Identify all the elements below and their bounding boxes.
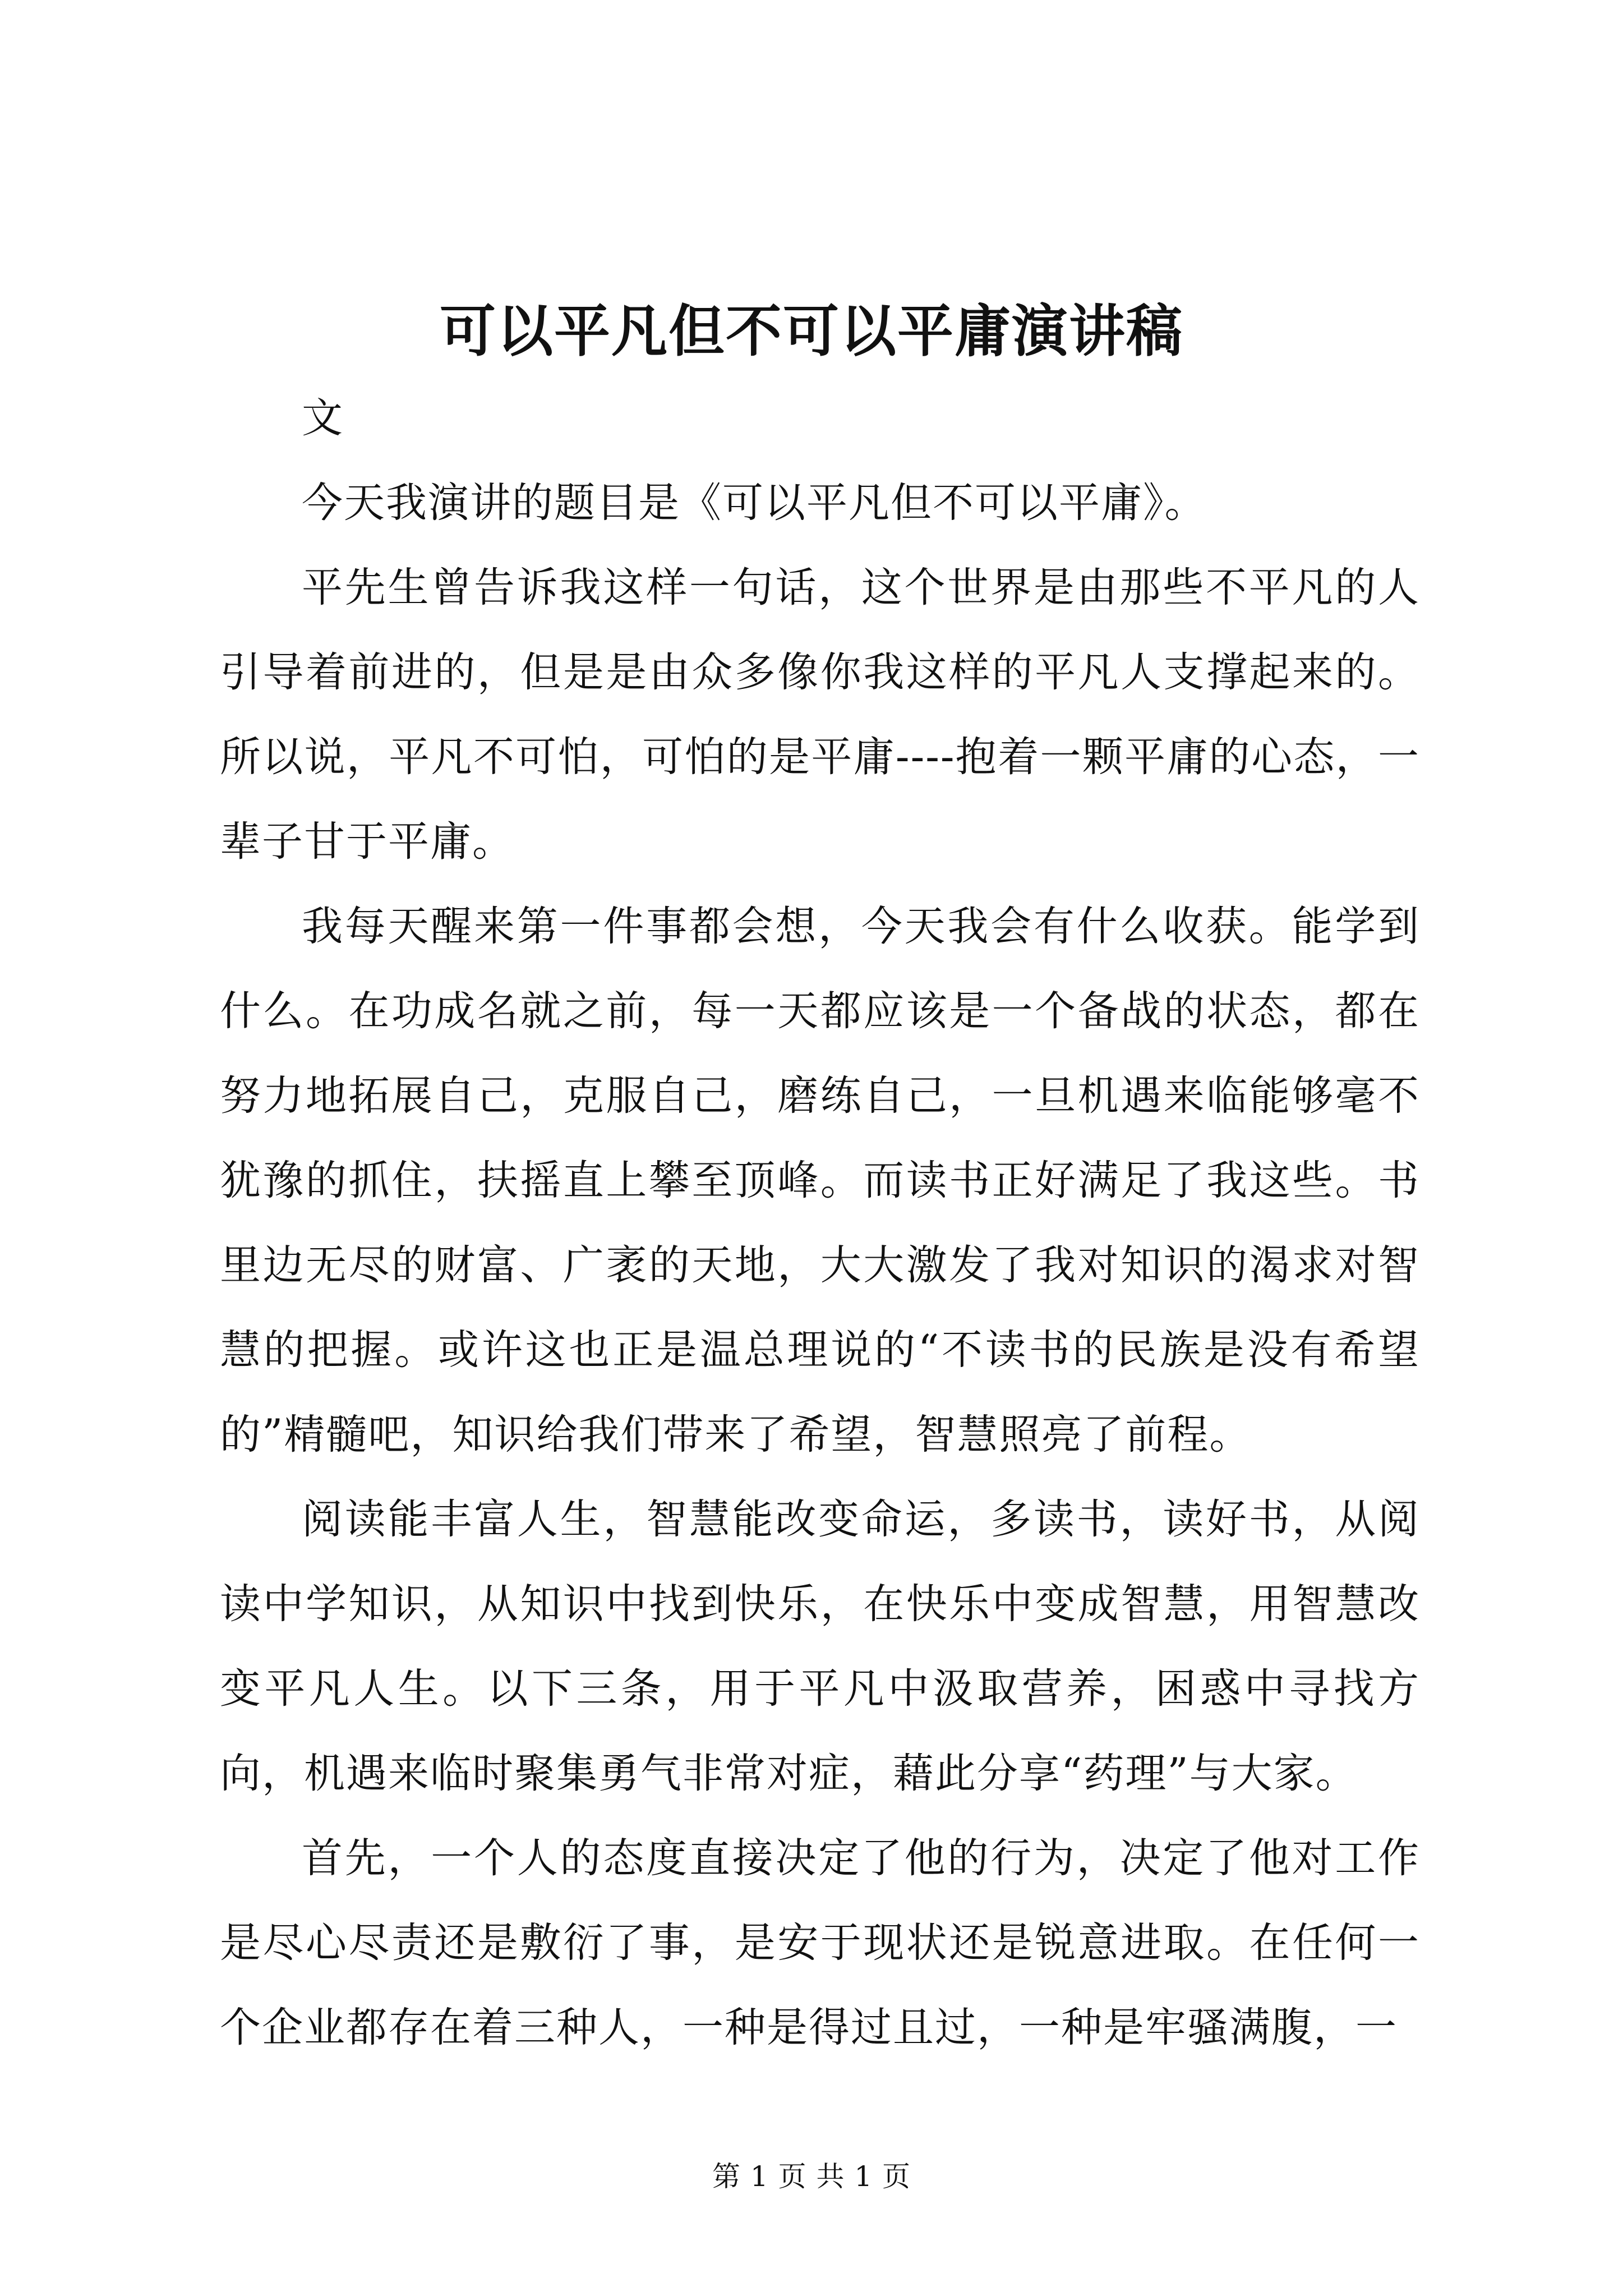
paragraph-3: 我每天醒来第一件事都会想，今天我会有什么收获。能学到什么。在功成名就之前，每一天都应该是一个备战的状态，都在努力地拓展自己，克服自己，磨练自己，一旦机遇来临能够毫不犹豫的抓住，扶摇直上攀至顶峰。而读书正好满足了我这些。书里边无尽的财富、广袤的天地，大大激发了我对知识的渴求对智慧的把握。或许这也正是温总理说的“不读书的民族是没有希望的”精髓吧，知识给我们带来了希望，智慧照亮了前程。 xyxy=(220,903,1420,1458)
author-line: 文 xyxy=(302,394,344,442)
document-title: 可以平凡但不可以平庸演讲稿 xyxy=(440,298,1183,364)
paragraph-5: 首先，一个人的态度直接决定了他的行为，决定了他对工作是尽心尽责还是敷衍了事，是安于现状还是锐意进取。在任何一个企业都存在着三种人，一种是得过且过，一种是牢骚满腹，一 xyxy=(220,1834,1420,2051)
paragraph-2: 平先生曾告诉我这样一句话，这个世界是由那些不平凡的人引导着前进的，但是是由众多像你我这样的平凡人支撑起来的。所以说，平凡不可怕，可怕的是平庸----抱着一颗平庸的心态，一辈子甘于平庸。 xyxy=(220,564,1420,866)
paragraph-4: 阅读能丰富人生，智慧能改变命运，多读书，读好书，从阅读中学知识，从知识中找到快乐，在快乐中变成智慧，用智慧改变平凡人生。以下三条，用于平凡中汲取营养，困惑中寻找方向，机遇来临时聚集勇气非常对症，藉此分享“药理”与大家。 xyxy=(220,1496,1420,1797)
document-body xyxy=(220,376,1420,2070)
page-footer: 第 1 页 共 1 页 xyxy=(712,2160,911,2193)
paragraph-1: 今天我演讲的题目是《可以平凡但不可以平庸》。 xyxy=(302,479,1207,527)
